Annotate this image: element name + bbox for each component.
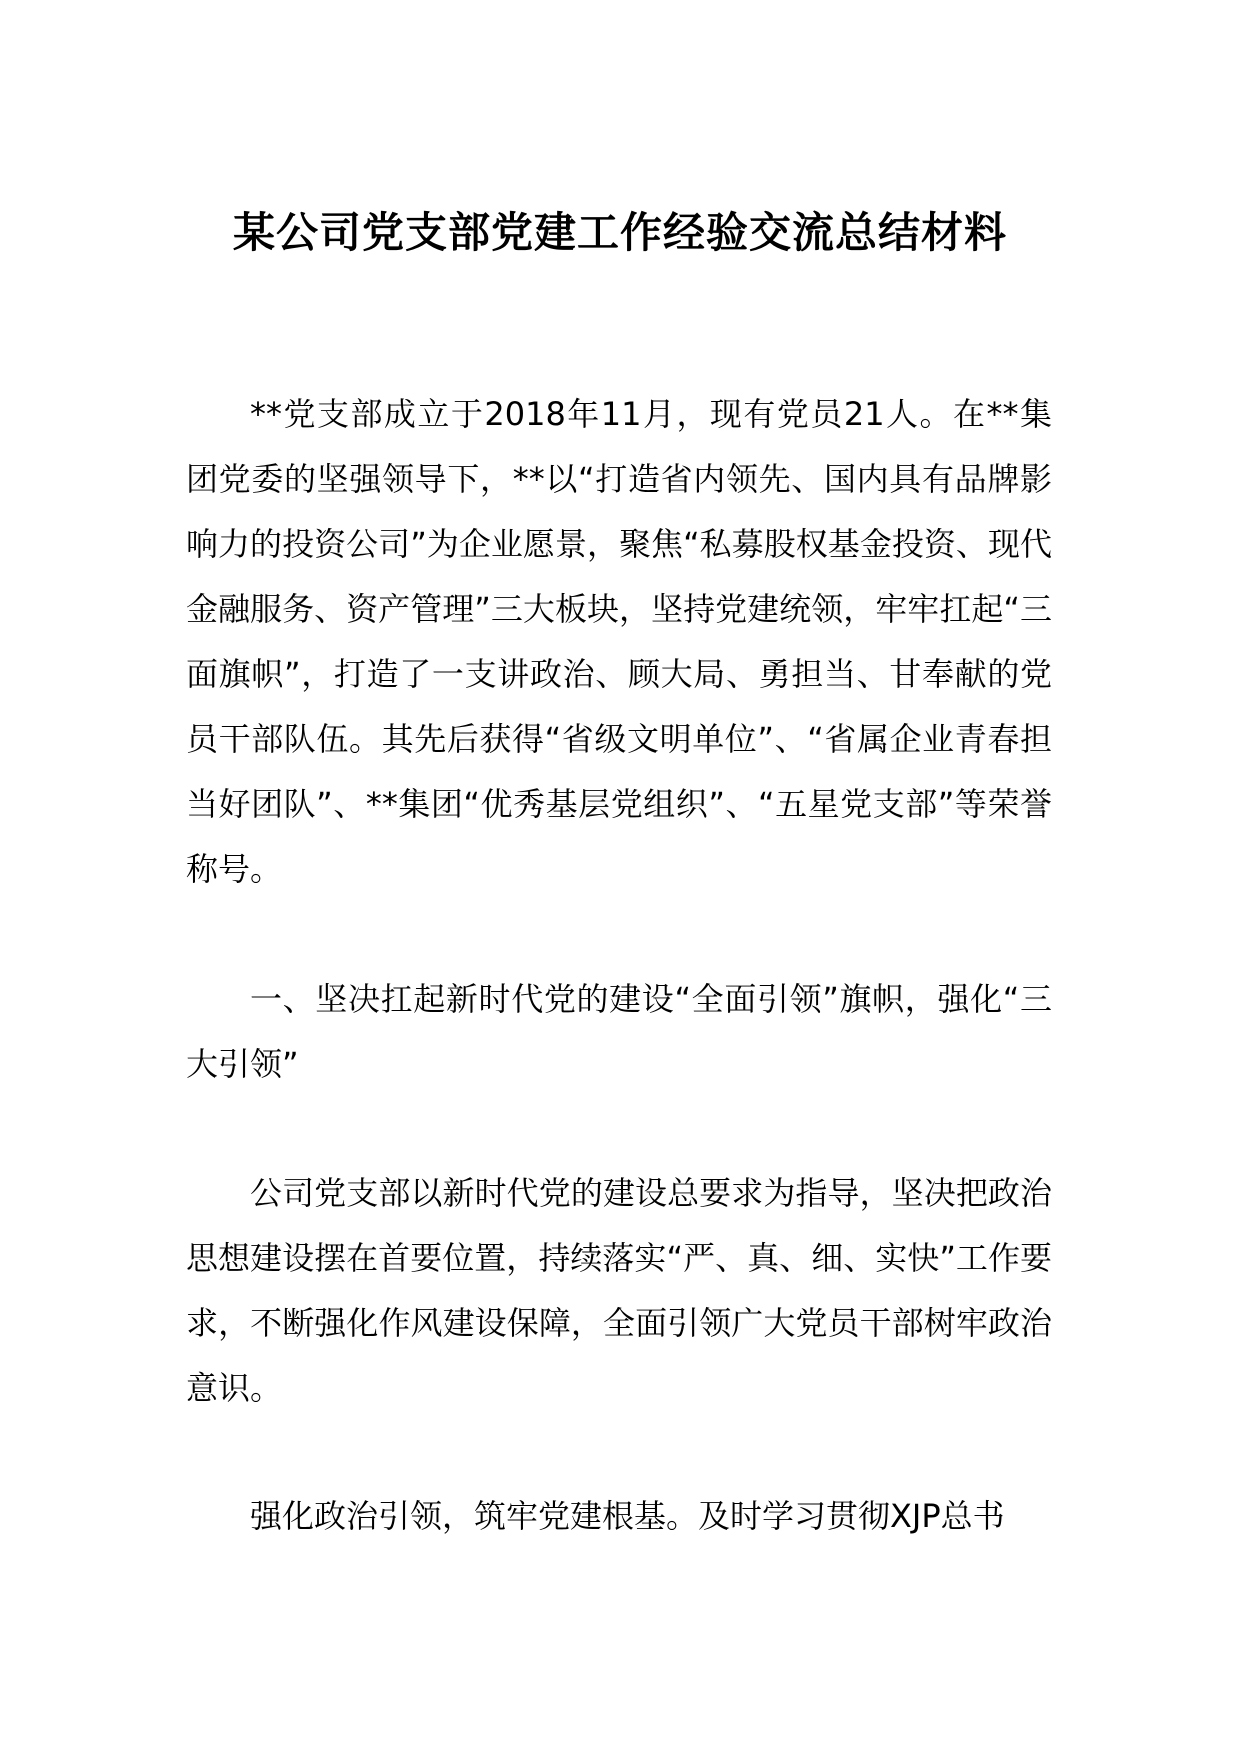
political-leadership-paragraph: 强化政治引领，筑牢党建根基。及时学习贯彻XJP总书 [250, 1497, 1005, 1535]
document-title: 某公司党支部党建工作经验交流总结材料 [232, 208, 1007, 257]
intro-paragraph: **党支部成立于2018年11月，现有党员21人。在**集团党委的坚强领导下，**以“打造省内领先、国内具有品牌影响力的投资公司”为企业愿景，聚焦“私募股权基金投资、现代金融服务、资产管理”三大板块，坚持党建统领，牢牢扛起“三面旗帜”，打造了一支讲政治、顾大局、勇担当、甘奉献的党员干部队伍。其先后获得“省级文明单位”、“省属企业青春担当好团队”、**集团“优秀基层党组织”、“五星党支部”等荣誉称号。 [186, 395, 1052, 888]
section-1-paragraph: 公司党支部以新时代党的建设总要求为指导，坚决把政治思想建设摆在首要位置，持续落实“严、真、细、实快”工作要求，不断强化作风建设保障，全面引领广大党员干部树牢政治意识。 [186, 1174, 1052, 1407]
section-heading-1: 一、坚决扛起新时代党的建设“全面引领”旗帜，强化“三大引领” [186, 980, 1052, 1083]
